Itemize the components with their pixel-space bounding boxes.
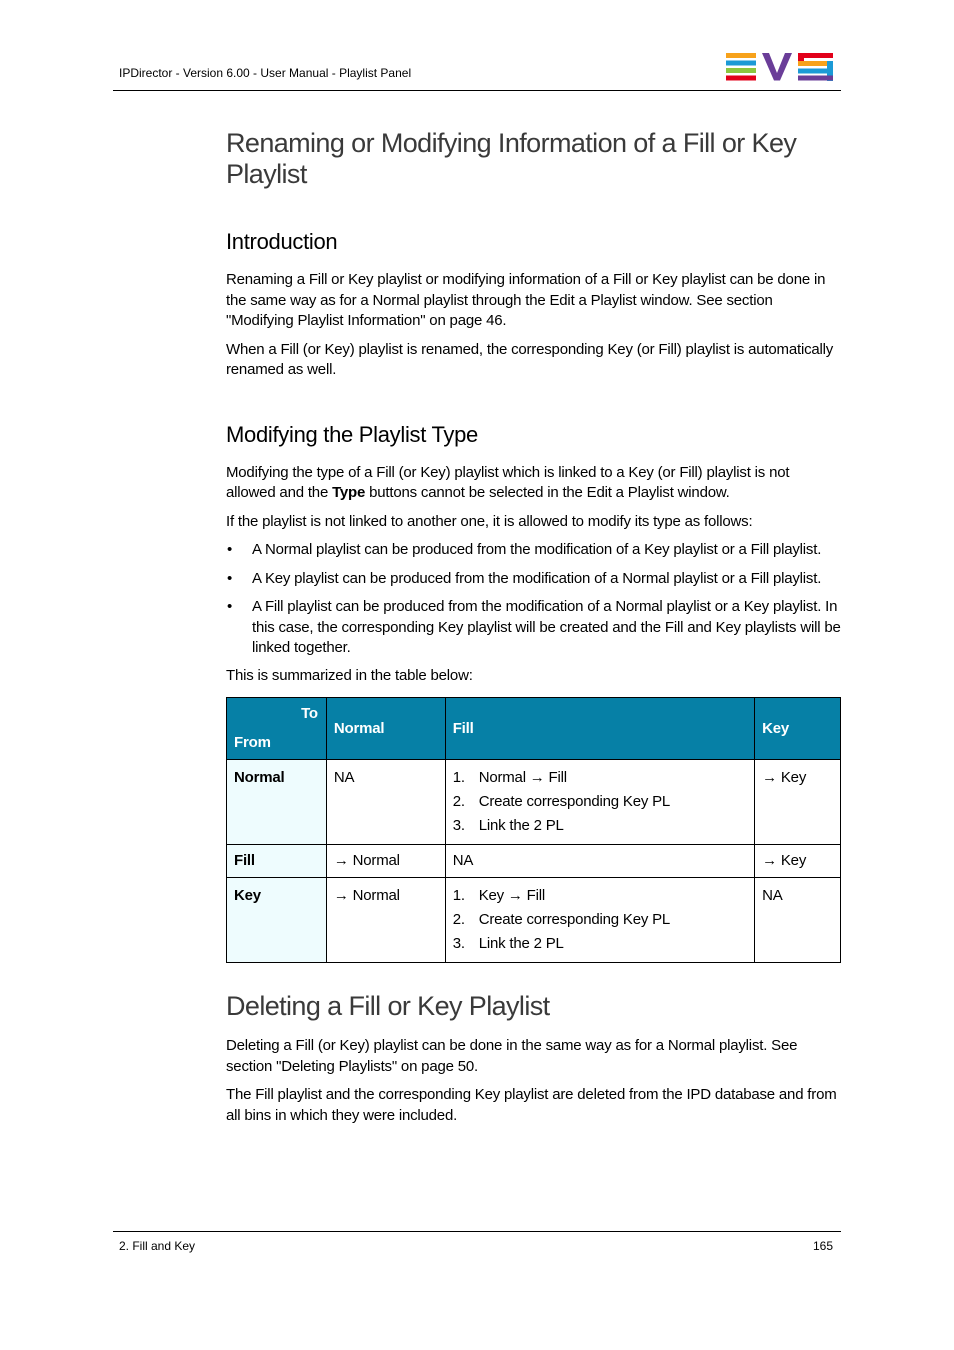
bullet-icon: •: [227, 598, 233, 615]
row-label-normal: Normal: [227, 760, 327, 845]
table-row: [227, 845, 841, 878]
intro-paragraph-2: When a Fill (or Key) playlist is renamed, the corresponding Key (or Fill) playlist is automatically renamed as well.: [226, 340, 834, 378]
table-row: [227, 760, 841, 845]
modify-paragraph-2: If the playlist is not linked to another one, it is allowed to modify its type as follows:: [226, 512, 753, 530]
to-label: To: [301, 705, 318, 722]
deleting-heading: Deleting a Fill or Key Playlist: [226, 991, 550, 1021]
cell-normal-to-normal: NA: [326, 760, 445, 845]
header-rule: [113, 90, 841, 91]
steps-list: [453, 766, 747, 838]
list-item: 3. Link the 2 PL: [452, 935, 564, 952]
running-header: IPDirector - Version 6.00 - User Manual - Playlist Panel: [119, 66, 412, 80]
page-number: 165: [813, 1239, 834, 1253]
table-intro-paragraph: This is summarized in the table below:: [226, 666, 473, 684]
bullet-icon: •: [227, 541, 233, 558]
steps-list: [453, 884, 747, 956]
list-item: • A Key playlist can be produced from the modification of a Normal playlist or a Fill playlist.: [226, 569, 841, 590]
bullet-icon: •: [227, 569, 233, 587]
table-row: [227, 878, 841, 963]
modify-paragraph-1: Modifying the type of a Fill (or Key) playlist which is linked to a Key (or Fill) playlist is not allowed and the Type buttons cannot be selected in the Edit a Playlist window.: [226, 463, 790, 501]
list-item: • A Fill playlist can be produced from the modification of a Normal playlist or a Key playlist. In this case, the corresponding Key playlist will be created and the Fill and Key playlists will be linked together.: [227, 598, 841, 656]
list-item: • A Normal playlist can be produced from the modification of a Key playlist or a Fill playlist.: [226, 540, 841, 561]
row-label-key: Key: [227, 878, 327, 963]
from-label: From: [234, 734, 271, 751]
list-item: 1. Normal → Fill: [452, 769, 567, 786]
page-content: [226, 128, 841, 1126]
delete-paragraph-2: The Fill playlist and the corresponding Key playlist are deleted from the IPD database and from all bins in which they were included.: [226, 1086, 837, 1124]
table-header-row: [227, 698, 841, 760]
type-bullet-list: [226, 540, 841, 659]
cell-key-to-key: NA: [755, 878, 841, 963]
cell-fill-to-fill: NA: [445, 845, 754, 878]
header-key: Key: [755, 698, 841, 760]
list-item: 2. Create corresponding Key PL: [452, 911, 671, 928]
cell-normal-to-key: → Key: [755, 760, 841, 845]
page-title: Renaming or Modifying Information of a Fill or Key Playlist: [226, 128, 797, 189]
modifying-type-heading: Modifying the Playlist Type: [226, 421, 478, 447]
cell-normal-to-fill: [445, 760, 754, 845]
header-normal: Normal: [326, 698, 445, 760]
header-fill: Fill: [445, 698, 754, 760]
footer-chapter: 2. Fill and Key: [119, 1239, 196, 1253]
evs-logo: [726, 53, 834, 81]
footer-rule: [113, 1231, 841, 1232]
introduction-heading: Introduction: [226, 229, 338, 254]
intro-paragraph-1: Renaming a Fill or Key playlist or modifying information of a Fill or Key playlist can be done in the same way as for a Normal playlist through the Edit a Playlist window. See section "Modifying Playlist Information" on page 46.: [226, 271, 826, 329]
cell-key-to-normal: → Normal: [326, 878, 445, 963]
row-label-fill: Fill: [227, 845, 327, 878]
list-item: 3. Link the 2 PL: [452, 817, 564, 834]
list-item: 1. Key → Fill: [452, 887, 546, 904]
cell-fill-to-key: → Key: [755, 845, 841, 878]
corner-header-cell: [227, 698, 327, 760]
type-bold-text: Type: [332, 484, 366, 501]
playlist-type-table: [226, 697, 841, 963]
cell-key-to-fill: [445, 878, 754, 963]
delete-paragraph-1: Deleting a Fill (or Key) playlist can be done in the same way as for a Normal playlist. See section "Deleting Playlists" on page 50.: [226, 1037, 798, 1075]
cell-fill-to-normal: → Normal: [326, 845, 445, 878]
list-item: 2. Create corresponding Key PL: [452, 793, 671, 810]
